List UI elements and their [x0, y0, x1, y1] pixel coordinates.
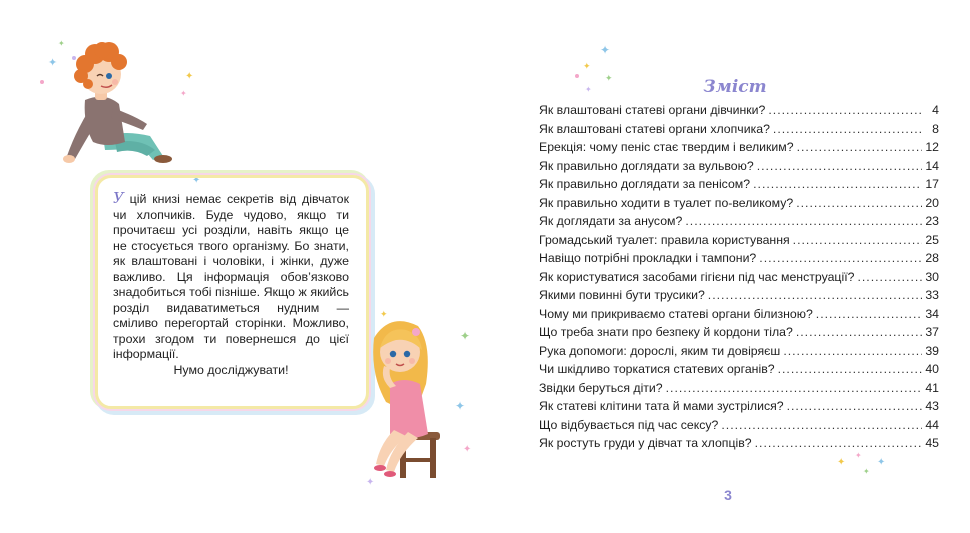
table-of-contents — [539, 103, 939, 455]
toc-item[interactable]: Якими повинні бути трусики? ..... 33 — [539, 288, 939, 307]
intro-dropcap: У — [113, 189, 124, 207]
toc-item[interactable]: Чи шкідливо торкатися статевих органів? ..... 40 — [539, 362, 939, 381]
toc-item[interactable]: Чому ми прикриваємо статеві органи білизною? ..... 34 — [539, 307, 939, 326]
toc-item[interactable]: Як правильно доглядати за вульвою? ..... 14 — [539, 159, 939, 178]
right-page — [485, 0, 970, 533]
star-icon: ✦ — [380, 309, 388, 319]
toc-item[interactable]: Як влаштовані статеві органи дівчинки? ..... 4 — [539, 103, 939, 122]
toc-item[interactable]: Звідки беруться діти? ..... 41 — [539, 381, 939, 400]
toc-item[interactable]: Як доглядати за анусом? ..... 23 — [539, 214, 939, 233]
toc-item[interactable]: Як користуватися засобами гігієни під час менструації? ..... 30 — [539, 270, 939, 289]
girl-illustration — [360, 314, 455, 484]
toc-item[interactable]: Громадський туалет: правила користування ..... 25 — [539, 233, 939, 252]
star-icon: ✦ — [185, 71, 194, 82]
star-icon: ✦ — [600, 43, 611, 57]
toc-item[interactable]: Рука допомоги: дорослі, яким ти довіряєш ..... 39 — [539, 344, 939, 363]
star-icon: ✦ — [863, 467, 870, 476]
star-icon: ✦ — [877, 457, 886, 468]
star-icon: ✦ — [855, 451, 862, 460]
star-icon: ✦ — [460, 329, 471, 343]
star-icon: ✦ — [455, 399, 466, 413]
toc-item[interactable]: Що треба знати про безпеку й кордони тіла? ..... 37 — [539, 325, 939, 344]
page-number: 3 — [724, 487, 732, 503]
toc-title: Зміст — [703, 77, 767, 97]
boy-illustration — [55, 38, 185, 170]
star-icon: ✦ — [583, 61, 591, 71]
star-icon: ✦ — [837, 457, 846, 468]
intro-text — [113, 191, 349, 378]
star-icon: ✦ — [366, 477, 375, 488]
dot-icon — [40, 80, 44, 84]
intro-paragraph: цій книзі немає секретів від дівчаток чи хлопчиків. Буде чудово, якщо ти прочитаєш усі розділи, навіть якщо це не стосується твого організму. Бо знати, як влаштовані і чоловіки, і жінки, дуже важливо. Ця інформація обов’язково знадобиться тобі пізніше. Якщо ж якийсь розділ видаватиметься нудним — сміливо перегортай сторінки. Можливо, трохи згодом ти повернешся до цієї інформації. — [113, 192, 349, 361]
dot-icon — [575, 74, 579, 78]
star-icon: ✦ — [463, 444, 472, 455]
toc-item[interactable]: Ерекція: чому пеніс стає твердим і великим? ..... 12 — [539, 140, 939, 159]
star-icon: ✦ — [585, 85, 592, 94]
toc-item[interactable]: Як правильно ходити в туалет по-великому? ..... 20 — [539, 196, 939, 215]
star-icon: ✦ — [180, 89, 187, 98]
toc-item[interactable]: Навіщо потрібні прокладки і тампони? ..... 28 — [539, 251, 939, 270]
star-icon: ✦ — [58, 39, 65, 48]
star-icon: ✦ — [192, 175, 201, 186]
toc-item[interactable]: Як ростуть груди у дівчат та хлопців? ..... 45 — [539, 436, 939, 455]
star-icon: ✦ — [48, 57, 58, 69]
toc-item[interactable]: Як правильно доглядати за пенісом? ..... 17 — [539, 177, 939, 196]
intro-closing: Нумо досліджувати! — [173, 362, 289, 377]
star-icon: ✦ — [605, 73, 613, 83]
toc-item[interactable]: Що відбувається під час сексу? ..... 44 — [539, 418, 939, 437]
toc-item[interactable]: Як статеві клітини тата й мами зустрілися? ..... 43 — [539, 399, 939, 418]
toc-item[interactable]: Як влаштовані статеві органи хлопчика? ..... 8 — [539, 122, 939, 141]
